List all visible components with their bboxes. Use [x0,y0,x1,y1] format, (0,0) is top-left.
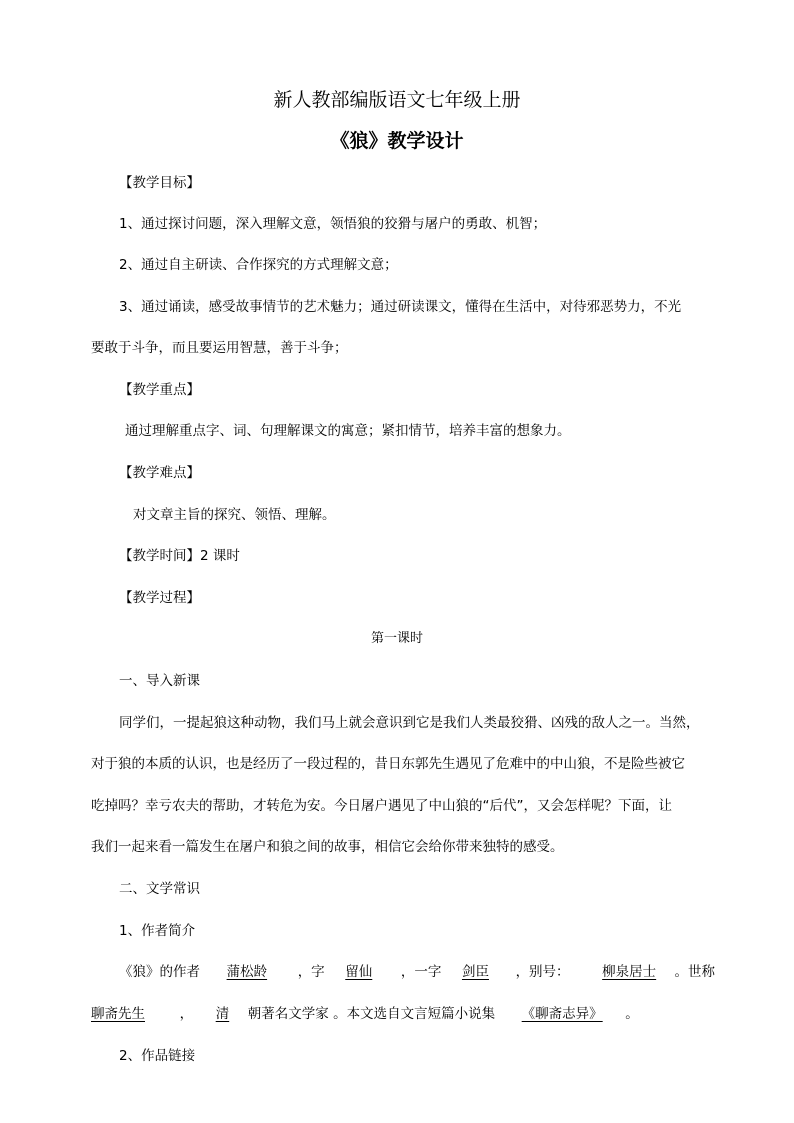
author-text-1: 《狼》的作者 [119,964,200,980]
intro-line-1: 同学们，一提起狼这种动物，我们马上就会意识到它是我们人类最狡猾、凶残的敌人之一。当然， [119,715,700,731]
book-blank: 《聊斋志异》 [521,1006,603,1022]
document-title: 新人教部编版语文七年级上册 [273,89,521,111]
difficulty-text: 对文章主旨的探究、领悟、理解。 [133,507,336,523]
author-text-7: 朝著名文学家 。本文选自文言短篇小说集 [247,1006,496,1022]
courtesy-name-2-blank: 剑臣 [461,964,489,980]
title-name-blank: 聊斋先生 [91,1006,145,1022]
dynasty-blank: 清 [215,1006,230,1022]
lesson-1-heading: 第一课时 [370,631,423,646]
author-text-2: ，字 [297,964,325,980]
intro-line-4: 我们一起来看一篇发生在屠户和狼之间的故事，相信它会给你带来独特的感受。 [91,839,564,855]
author-fill-line-1 [119,963,715,981]
document-subtitle: 《狼》教学设计 [330,130,464,152]
author-fill-line-2 [91,1005,639,1023]
author-text-3: ，一字 [400,964,442,980]
goal-3-line-2: 要敢于斗争，而且要运用智慧，善于斗争； [91,340,348,356]
goal-2: 2、通过自主研读、合作探究的方式理解文意； [119,257,398,273]
author-text-5: 。世称 [674,964,715,980]
author-text-6: ， [179,1006,194,1022]
section-2-heading: 二、文学常识 [119,881,200,897]
goal-1: 1、通过探讨问题，深入理解文意，领悟狼的狡猾与屠户的勇敢、机智； [119,216,547,232]
intro-line-2: 对于狼的本质的认识，也是经历了一段过程的，昔日东郭先生遇见了危难中的中山狼，不是险些被它 [91,756,685,772]
alias-blank: 柳泉居士 [602,964,657,980]
process-heading: 【教学过程】 [119,590,200,606]
author-text-4: ，别号： [515,964,570,980]
author-text-8: 。 [625,1006,639,1022]
difficulty-heading: 【教学难点】 [119,465,200,481]
teaching-time: 【教学时间】2 课时 [119,548,240,564]
intro-line-3: 吃掉吗？幸亏农夫的帮助，才转危为安。今日屠户遇见了中山狼的“后代”，又会怎样呢？下面，让 [91,798,672,814]
author-intro-heading: 1、作者简介 [119,923,196,939]
goals-heading: 【教学目标】 [119,175,200,191]
key-points-text: 通过理解重点字、词、句理解课文的寓意；紧扣情节，培养丰富的想象力。 [125,423,571,439]
key-points-heading: 【教学重点】 [119,382,200,398]
section-1-heading: 一、导入新课 [119,673,200,689]
courtesy-name-blank: 留仙 [345,964,373,980]
author-name-blank: 蒲松龄 [226,964,268,980]
goal-3-line-1: 3、通过诵读，感受故事情节的艺术魅力；通过研读课文，懂得在生活中，对待邪恶势力，不光 [119,299,682,315]
works-link-heading: 2、作品链接 [119,1048,196,1064]
